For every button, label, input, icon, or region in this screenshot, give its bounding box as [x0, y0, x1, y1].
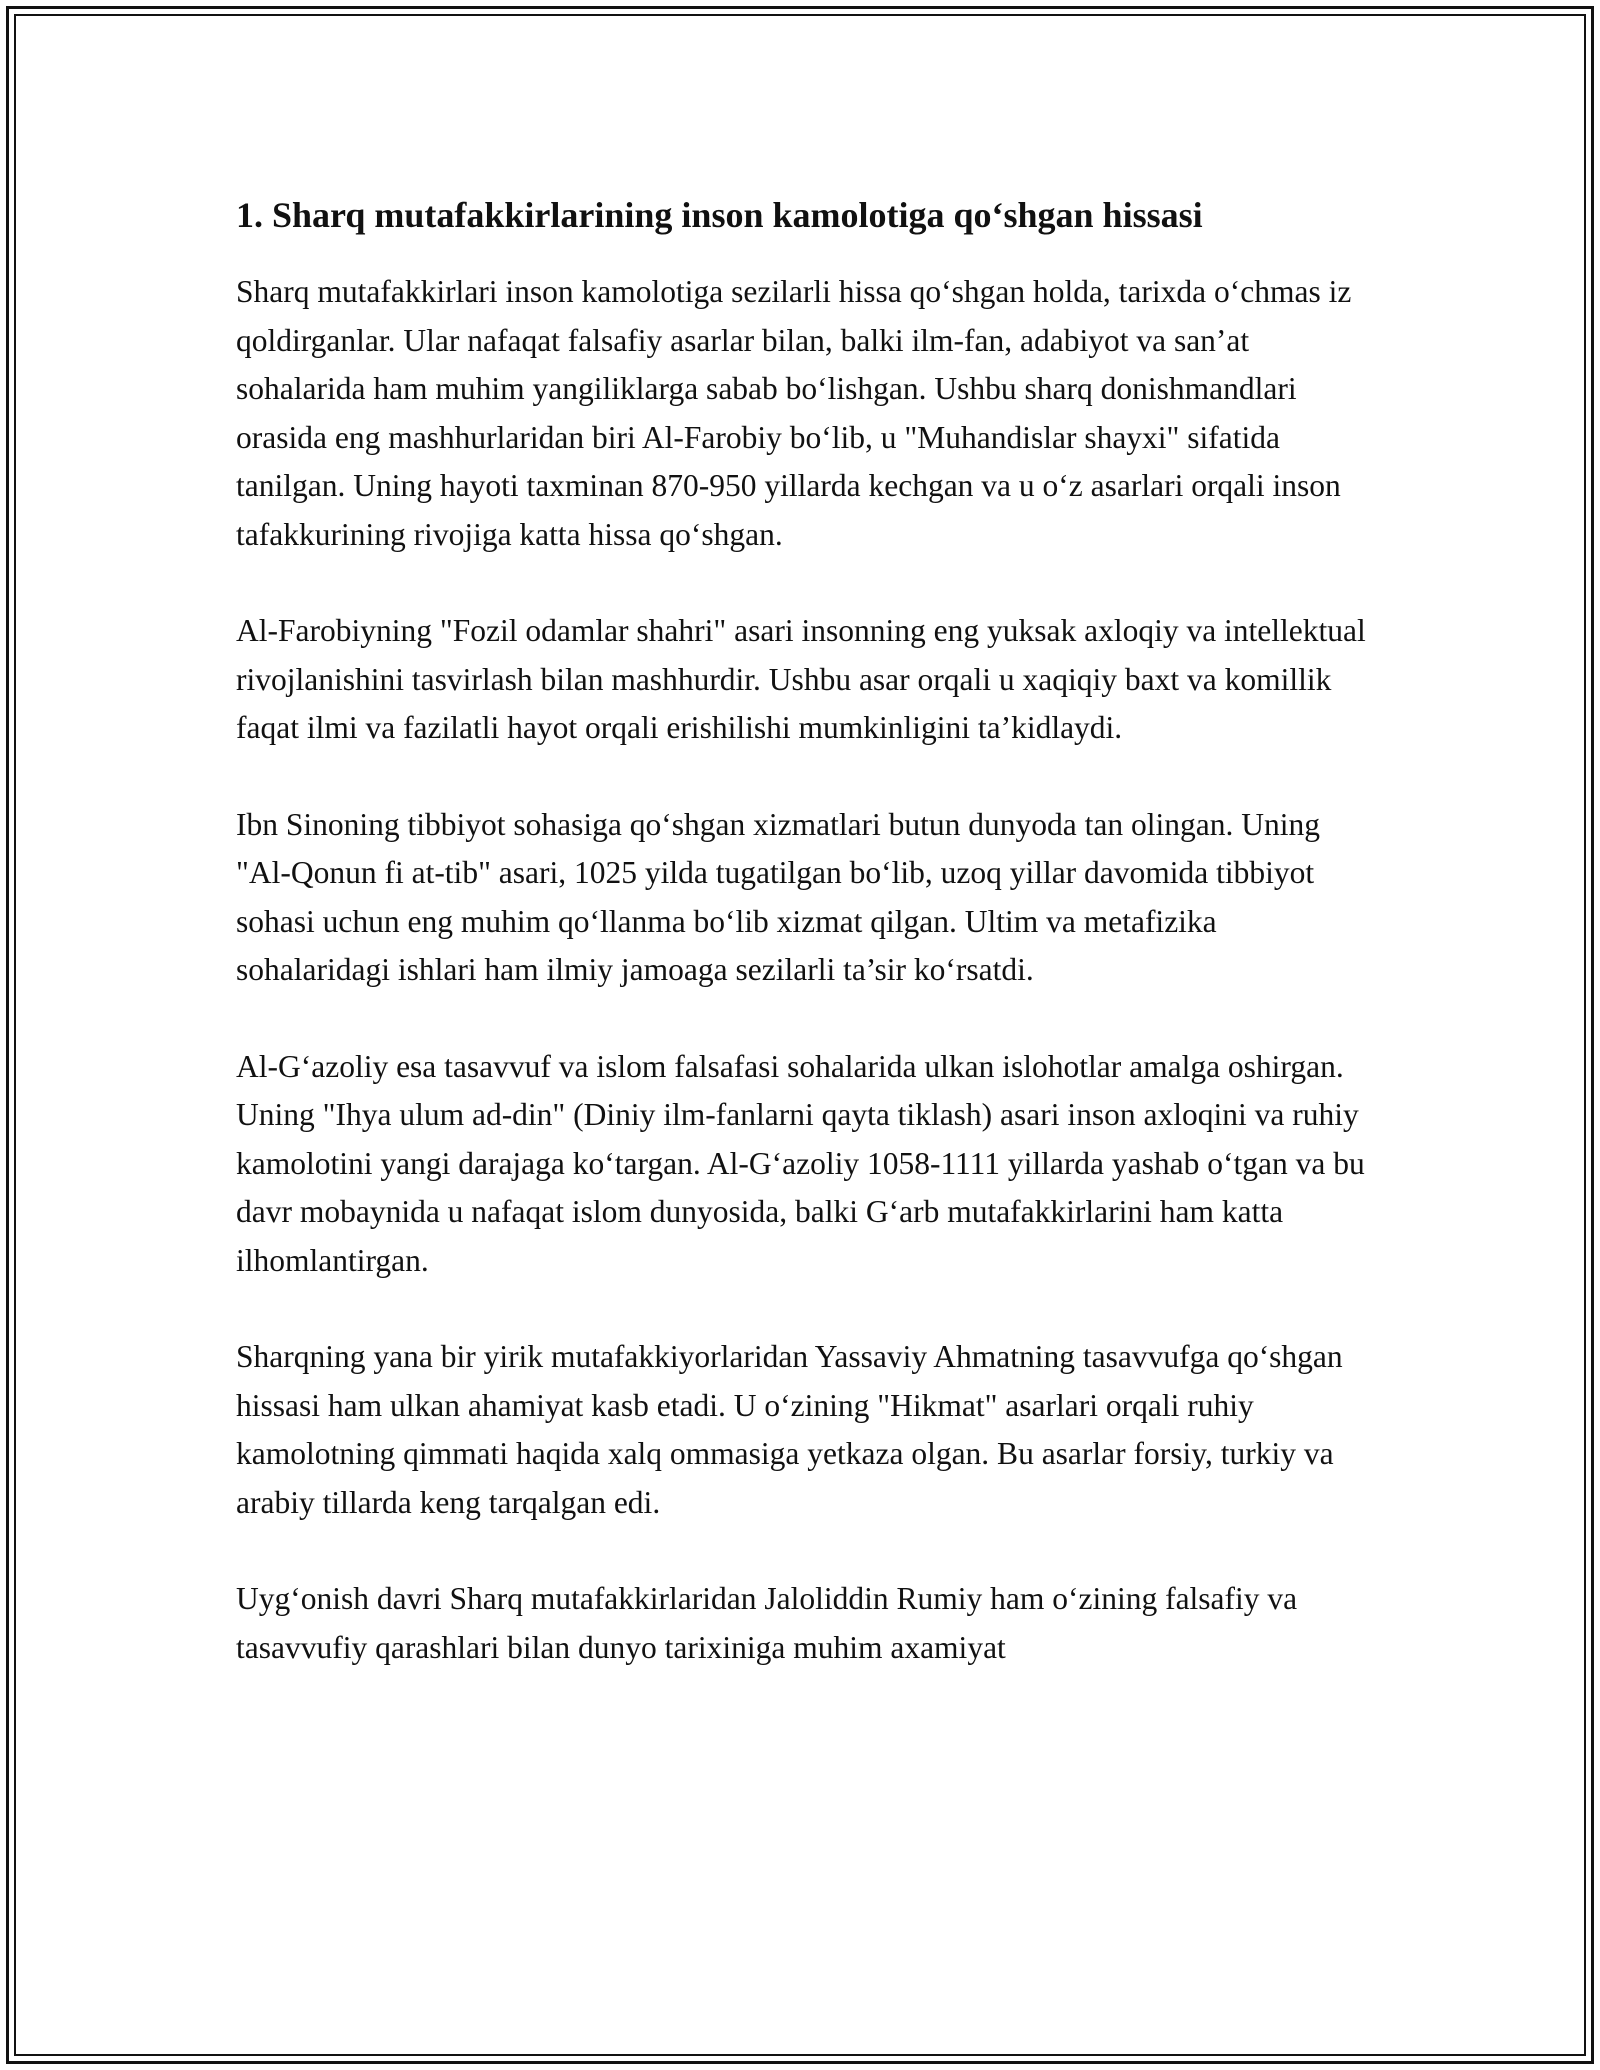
paragraph-3: Ibn Sinoning tibbiyot sohasiga qoʻshgan xizmatlari butun dunyoda tan olingan. Uning "Al-Qonun fi at-tib" asari, 1025 yilda tugatilgan boʻlib, uzoq yillar davomida tibbiyot sohasi uchun eng muhim qoʻllanma boʻlib xizmat qilgan. Ultim va metafizika sohalaridagi ishlari ham ilmiy jamoaga sezilarli ta’sir koʻrsatdi. [236, 806, 1320, 987]
section-heading: 1. Sharq mutafakkirlarining inson kamolotiga qoʻshgan hissasi [236, 195, 1203, 235]
paragraph-5: Sharqning yana bir yirik mutafakkiyorlaridan Yassaviy Ahmatning tasavvufga qoʻshgan hissasi ham ulkan ahamiyat kasb etadi. U oʻzining "Hikmat" asarlari orqali ruhiy kamolotning qimmati haqida xalq ommasiga yetkaza olgan. Bu asarlar forsiy, turkiy va arabiy tillarda keng tarqalgan edi. [236, 1339, 1343, 1520]
paragraph-1: Sharq mutafakkirlari inson kamolotiga sezilarli hissa qoʻshgan holda, tarixda oʻchmas iz qoldirganlar. Ular nafaqat falsafiy asarlar bilan, balki ilm-fan, adabiyot va san’at sohalarida ham muhim yangiliklarga sabab boʻlishgan. Ushbu sharq donishmandlari orasida eng mashhurlaridan biri Al-Farobiy boʻlib, u "Muhandislar shayxi" sifatida tanilgan. Uning hayoti taxminan 870-950 yillarda kechgan va u oʻz asarlari orqali inson tafakkurining rivojiga katta hissa qoʻshgan. [236, 274, 1352, 552]
paragraph-2: Al-Farobiyning "Fozil odamlar shahri" asari insonning eng yuksak axloqiy va intellektual rivojlanishini tasvirlash bilan mashhurdir. Ushbu asar orqali u xaqiqiy baxt va komillik faqat ilmi va fazilatli hayot orqali erishilishi mumkinligini ta’kidlaydi. [236, 613, 1366, 745]
paragraph-4: Al-Gʻazoliy esa tasavvuf va islom falsafasi sohalarida ulkan islohotlar amalga oshirgan. Uning "Ihya ulum ad-din" (Diniy ilm-fanlarni qayta tiklash) asari inson axloqini va ruhiy kamolotini yangi darajaga koʻtargan. Al-Gʻazoliy 1058-1111 yillarda yashab oʻtgan va bu davr mobaynida u nafaqat islom dunyosida, balki Gʻarb mutafakkirlarini ham katta ilhomlantirgan. [236, 1048, 1365, 1278]
paragraph-6: Uygʻonish davri Sharq mutafakkirlaridan Jaloliddin Rumiy ham oʻzining falsafiy va tasavvufiy qarashlari bilan dunyo tarixiniga muhim axamiyat [236, 1581, 1298, 1665]
document-body [236, 190, 1366, 1720]
